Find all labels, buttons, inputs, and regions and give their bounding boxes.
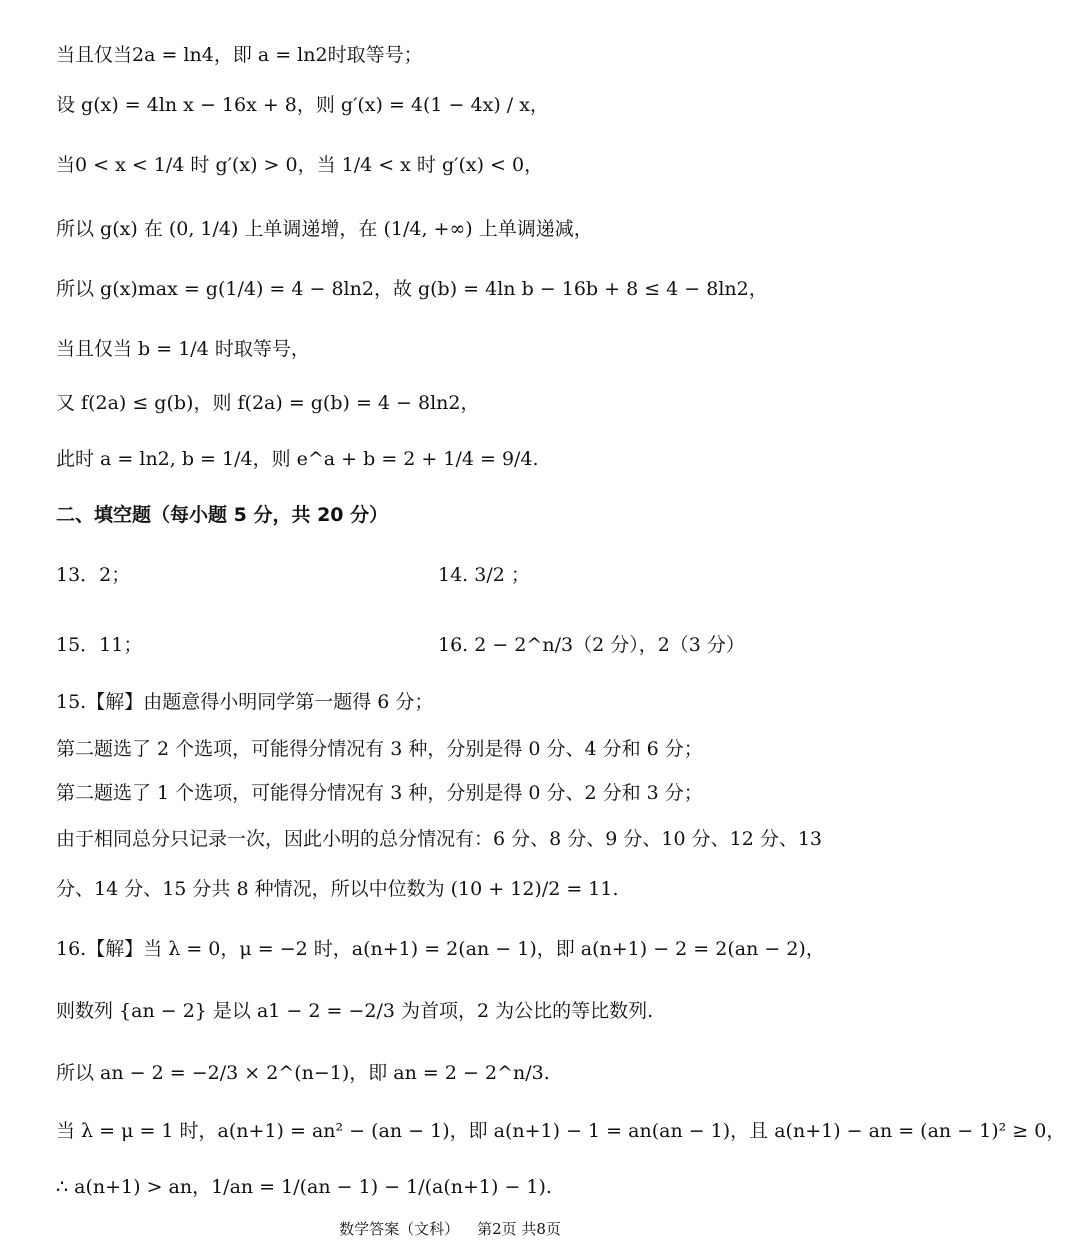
text-line-7: 又 f(2a) ≤ g(b)，则 f(2a) = g(b) = 4 − 8ln2， (56, 392, 480, 414)
text-line-18: ∴ a(n+1) > an，1/an = 1/(an − 1) − 1/(a(n+1) − 1). (56, 1176, 552, 1198)
text-line-15: 则数列 {an − 2} 是以 a1 − 2 = −2/3 为首项，2 为公比的等比数列. (56, 1000, 654, 1022)
text-line-14: 16.【解】当 λ = 0，μ = −2 时，a(n+1) = 2(an − 1)，即 a(n+1) − 2 = 2(an − 2)， (56, 938, 825, 960)
text-line-8: 此时 a = ln2, b = 1/4，则 e^a + b = 2 + 1/4 = 9/4. (56, 448, 539, 470)
text-line-1: 当且仅当2a = ln4，即 a = ln2时取等号； (56, 44, 423, 66)
text-line-9: 15.【解】由题意得小明同学第一题得 6 分； (56, 691, 434, 713)
text-line-13: 分、14 分、15 分共 8 种情况，所以中位数为 (10 + 12)/2 = 11. (56, 878, 619, 900)
answer-15: 15．11； (56, 634, 143, 656)
text-line-12: 由于相同总分只记录一次，因此小明的总分情况有：6 分、8 分、9 分、10 分、12 分、13 (56, 828, 822, 850)
text-line-11: 第二题选了 1 个选项，可能得分情况有 3 种，分别是得 0 分、2 分和 3 分； (56, 782, 703, 804)
footer-title: 数学答案（文科） (339, 1220, 460, 1238)
answer-row-1 (56, 566, 860, 585)
section-title: 二、填空题（每小题 5 分，共 20 分） (56, 504, 389, 526)
answer-14: 14. 3/2 ； (438, 564, 530, 586)
text-line-3: 当0 < x < 1/4 时 g′(x) > 0，当 1/4 < x 时 g′(x) < 0， (56, 154, 544, 176)
text-line-4: 所以 g(x) 在 (0, 1/4) 上单调递增，在 (1/4, +∞) 上单调递减， (56, 218, 593, 240)
text-line-5: 所以 g(x)max = g(1/4) = 4 − 8ln2，故 g(b) = 4ln b − 16b + 8 ≤ 4 − 8ln2， (56, 278, 768, 300)
text-line-17: 当 λ = μ = 1 时，a(n+1) = an² − (an − 1)，即 a(n+1) − 1 = an(an − 1)，且 a(n+1) − an = (an − 1)² ≥ 0， (56, 1120, 1065, 1142)
footer-page-number: 第2页 共8页 (477, 1220, 561, 1238)
text-line-2: 设 g(x) = 4ln x − 16x + 8，则 g′(x) = 4(1 − 4x) / x， (56, 94, 549, 116)
text-line-16: 所以 an − 2 = −2/3 × 2^(n−1)，即 an = 2 − 2^n/3. (56, 1062, 550, 1084)
text-line-6: 当且仅当 b = 1/4 时取等号， (56, 338, 310, 360)
answer-row-2 (56, 636, 860, 655)
page-footer (0, 1218, 900, 1239)
text-line-10: 第二题选了 2 个选项，可能得分情况有 3 种，分别是得 0 分、4 分和 6 分； (56, 738, 703, 760)
answer-16: 16. 2 − 2^n/3（2 分），2（3 分） (438, 634, 745, 656)
answer-13: 13．2； (56, 564, 131, 586)
